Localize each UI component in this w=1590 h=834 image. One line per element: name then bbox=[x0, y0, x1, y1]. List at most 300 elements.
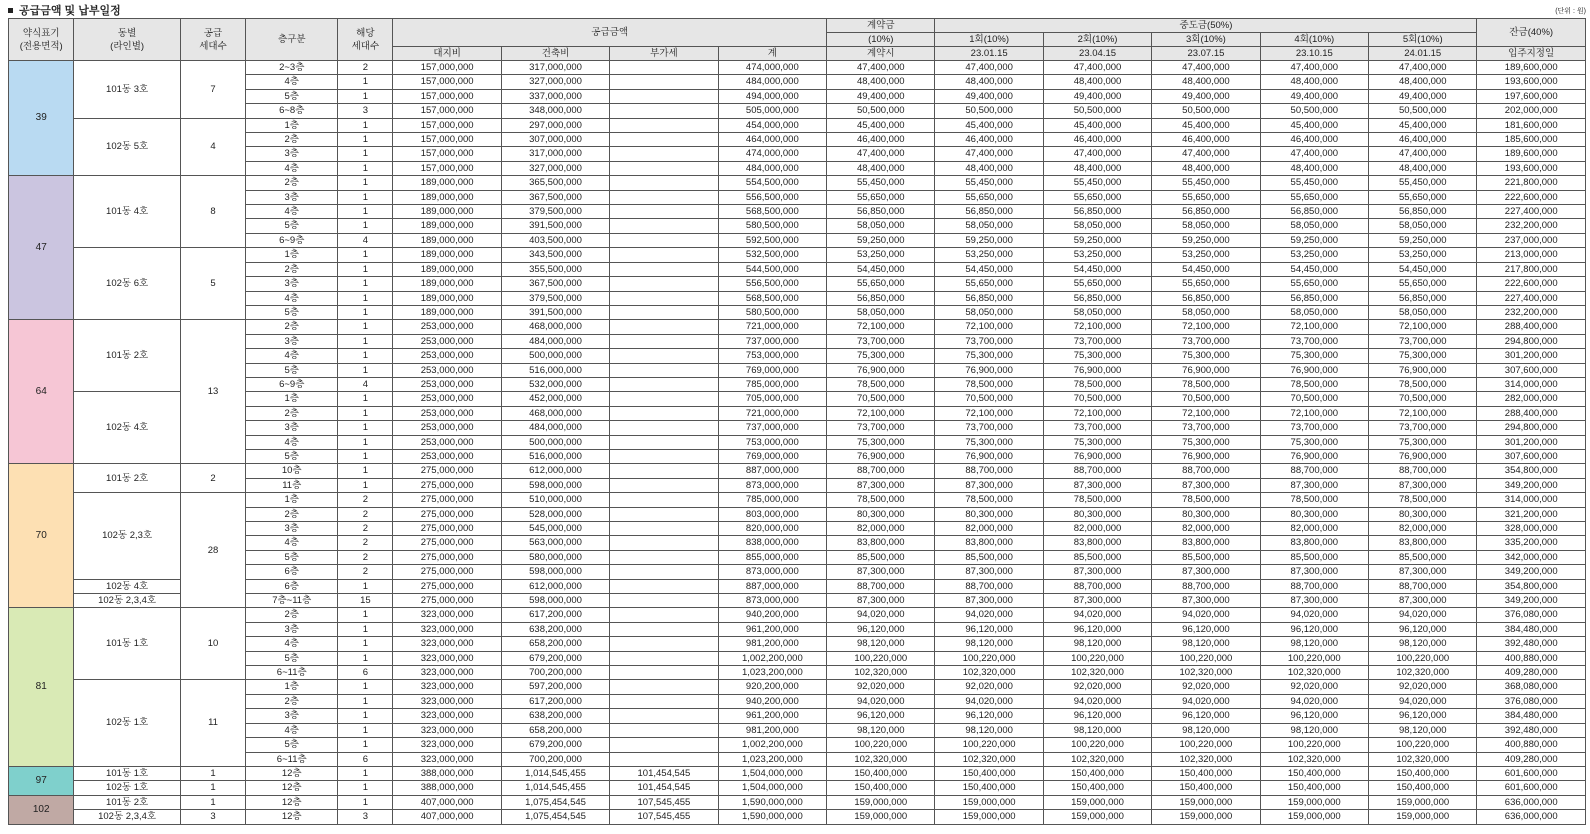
table-row bbox=[9, 406, 1586, 420]
middle-payment-1-cell: 150,400,000 bbox=[935, 766, 1043, 780]
household-count-cell: 1 bbox=[338, 349, 393, 363]
middle-payment-3-cell: 78,500,000 bbox=[1152, 377, 1260, 391]
table-row bbox=[9, 694, 1586, 708]
floor-cell: 5층 bbox=[246, 449, 338, 463]
land-cost-cell: 253,000,000 bbox=[393, 320, 501, 334]
middle-payment-4-cell: 47,400,000 bbox=[1260, 61, 1368, 75]
floor-cell: 12층 bbox=[246, 781, 338, 795]
build-cost-cell: 700,200,000 bbox=[501, 666, 609, 680]
build-cost-cell: 598,000,000 bbox=[501, 478, 609, 492]
floor-cell: 12층 bbox=[246, 766, 338, 780]
middle-payment-5-cell: 150,400,000 bbox=[1369, 781, 1477, 795]
total-price-cell: 484,000,000 bbox=[718, 161, 826, 175]
build-cost-cell: 379,500,000 bbox=[501, 205, 609, 219]
floor-cell: 5층 bbox=[246, 651, 338, 665]
middle-payment-5-cell: 45,400,000 bbox=[1369, 118, 1477, 132]
balance-cell: 294,800,000 bbox=[1477, 421, 1586, 435]
middle-payment-2-cell: 102,320,000 bbox=[1043, 752, 1151, 766]
dong-line-cell: 101동 2호 bbox=[74, 464, 180, 493]
middle-payment-5-cell: 48,400,000 bbox=[1369, 161, 1477, 175]
land-cost-cell: 323,000,000 bbox=[393, 622, 501, 636]
table-row bbox=[9, 392, 1586, 406]
table-body bbox=[9, 61, 1586, 825]
table-row bbox=[9, 738, 1586, 752]
total-price-cell: 820,000,000 bbox=[718, 522, 826, 536]
balance-cell: 237,000,000 bbox=[1477, 233, 1586, 247]
contract-deposit-cell: 49,400,000 bbox=[827, 89, 935, 103]
total-price-cell: 568,500,000 bbox=[718, 291, 826, 305]
middle-payment-4-cell: 76,900,000 bbox=[1260, 363, 1368, 377]
total-price-cell: 737,000,000 bbox=[718, 334, 826, 348]
floor-cell: 3층 bbox=[246, 277, 338, 291]
contract-deposit-cell: 87,300,000 bbox=[827, 565, 935, 579]
header-contract-pct: (10%) bbox=[827, 33, 935, 47]
vat-cell bbox=[610, 464, 718, 478]
middle-payment-4-cell: 73,700,000 bbox=[1260, 421, 1368, 435]
total-price-cell: 464,000,000 bbox=[718, 133, 826, 147]
middle-payment-1-cell: 102,320,000 bbox=[935, 752, 1043, 766]
middle-payment-4-cell: 87,300,000 bbox=[1260, 594, 1368, 608]
middle-payment-2-cell: 73,700,000 bbox=[1043, 334, 1151, 348]
contract-deposit-cell: 159,000,000 bbox=[827, 810, 935, 824]
build-cost-cell: 500,000,000 bbox=[501, 349, 609, 363]
middle-payment-5-cell: 88,700,000 bbox=[1369, 579, 1477, 593]
table-row bbox=[9, 291, 1586, 305]
middle-payment-2-cell: 59,250,000 bbox=[1043, 233, 1151, 247]
middle-payment-1-cell: 159,000,000 bbox=[935, 795, 1043, 809]
middle-payment-1-cell: 83,800,000 bbox=[935, 536, 1043, 550]
contract-deposit-cell: 72,100,000 bbox=[827, 406, 935, 420]
floor-cell: 5층 bbox=[246, 738, 338, 752]
middle-payment-1-cell: 58,050,000 bbox=[935, 219, 1043, 233]
middle-payment-4-cell: 88,700,000 bbox=[1260, 579, 1368, 593]
contract-deposit-cell: 100,220,000 bbox=[827, 738, 935, 752]
contract-deposit-cell: 55,650,000 bbox=[827, 190, 935, 204]
build-cost-cell: 638,200,000 bbox=[501, 709, 609, 723]
balance-cell: 227,400,000 bbox=[1477, 205, 1586, 219]
build-cost-cell: 700,200,000 bbox=[501, 752, 609, 766]
middle-payment-1-cell: 88,700,000 bbox=[935, 579, 1043, 593]
land-cost-cell: 275,000,000 bbox=[393, 594, 501, 608]
middle-payment-1-cell: 53,250,000 bbox=[935, 248, 1043, 262]
vat-cell bbox=[610, 565, 718, 579]
middle-payment-1-cell: 58,050,000 bbox=[935, 305, 1043, 319]
vat-cell bbox=[610, 133, 718, 147]
contract-deposit-cell: 80,300,000 bbox=[827, 507, 935, 521]
balance-cell: 301,200,000 bbox=[1477, 349, 1586, 363]
build-cost-cell: 379,500,000 bbox=[501, 291, 609, 305]
middle-payment-2-cell: 47,400,000 bbox=[1043, 61, 1151, 75]
vat-cell bbox=[610, 61, 718, 75]
middle-payment-2-cell: 76,900,000 bbox=[1043, 363, 1151, 377]
household-count-cell: 1 bbox=[338, 608, 393, 622]
middle-payment-2-cell: 102,320,000 bbox=[1043, 666, 1151, 680]
middle-payment-5-cell: 83,800,000 bbox=[1369, 536, 1477, 550]
middle-payment-3-cell: 87,300,000 bbox=[1152, 565, 1260, 579]
middle-payment-5-cell: 73,700,000 bbox=[1369, 334, 1477, 348]
balance-cell: 282,000,000 bbox=[1477, 392, 1586, 406]
vat-cell bbox=[610, 507, 718, 521]
header-m2-date: 23.04.15 bbox=[1043, 47, 1151, 61]
table-row bbox=[9, 608, 1586, 622]
middle-payment-1-cell: 75,300,000 bbox=[935, 435, 1043, 449]
middle-payment-2-cell: 78,500,000 bbox=[1043, 377, 1151, 391]
contract-deposit-cell: 159,000,000 bbox=[827, 795, 935, 809]
middle-payment-2-cell: 96,120,000 bbox=[1043, 622, 1151, 636]
land-cost-cell: 189,000,000 bbox=[393, 176, 501, 190]
middle-payment-2-cell: 87,300,000 bbox=[1043, 565, 1151, 579]
land-cost-cell: 253,000,000 bbox=[393, 421, 501, 435]
balance-cell: 636,000,000 bbox=[1477, 810, 1586, 824]
build-cost-cell: 343,500,000 bbox=[501, 248, 609, 262]
title-bar bbox=[0, 0, 1590, 18]
middle-payment-2-cell: 50,500,000 bbox=[1043, 104, 1151, 118]
contract-deposit-cell: 50,500,000 bbox=[827, 104, 935, 118]
household-count-cell: 1 bbox=[338, 622, 393, 636]
middle-payment-2-cell: 98,120,000 bbox=[1043, 637, 1151, 651]
build-cost-cell: 1,014,545,455 bbox=[501, 781, 609, 795]
household-count-cell: 1 bbox=[338, 277, 393, 291]
header-m1-date: 23.01.15 bbox=[935, 47, 1043, 61]
middle-payment-1-cell: 94,020,000 bbox=[935, 608, 1043, 622]
balance-cell: 197,600,000 bbox=[1477, 89, 1586, 103]
header-m1: 1회(10%) bbox=[935, 33, 1043, 47]
middle-payment-2-cell: 159,000,000 bbox=[1043, 810, 1151, 824]
land-cost-cell: 253,000,000 bbox=[393, 377, 501, 391]
total-price-cell: 494,000,000 bbox=[718, 89, 826, 103]
contract-deposit-cell: 150,400,000 bbox=[827, 781, 935, 795]
floor-cell: 2층 bbox=[246, 507, 338, 521]
floor-cell: 4층 bbox=[246, 637, 338, 651]
table-row bbox=[9, 89, 1586, 103]
middle-payment-2-cell: 56,850,000 bbox=[1043, 205, 1151, 219]
build-cost-cell: 468,000,000 bbox=[501, 406, 609, 420]
table-row bbox=[9, 305, 1586, 319]
middle-payment-2-cell: 70,500,000 bbox=[1043, 392, 1151, 406]
build-cost-cell: 391,500,000 bbox=[501, 219, 609, 233]
land-cost-cell: 189,000,000 bbox=[393, 219, 501, 233]
vat-cell bbox=[610, 305, 718, 319]
land-cost-cell: 157,000,000 bbox=[393, 133, 501, 147]
household-count-cell: 1 bbox=[338, 637, 393, 651]
build-cost-cell: 1,075,454,545 bbox=[501, 810, 609, 824]
middle-payment-3-cell: 98,120,000 bbox=[1152, 723, 1260, 737]
middle-payment-1-cell: 80,300,000 bbox=[935, 507, 1043, 521]
table-row bbox=[9, 651, 1586, 665]
balance-cell: 409,280,000 bbox=[1477, 752, 1586, 766]
floor-cell: 4층 bbox=[246, 291, 338, 305]
balance-cell: 400,880,000 bbox=[1477, 738, 1586, 752]
middle-payment-5-cell: 75,300,000 bbox=[1369, 435, 1477, 449]
table-row bbox=[9, 205, 1586, 219]
balance-cell: 301,200,000 bbox=[1477, 435, 1586, 449]
middle-payment-5-cell: 94,020,000 bbox=[1369, 608, 1477, 622]
middle-payment-3-cell: 49,400,000 bbox=[1152, 89, 1260, 103]
middle-payment-5-cell: 46,400,000 bbox=[1369, 133, 1477, 147]
total-price-cell: 1,023,200,000 bbox=[718, 752, 826, 766]
floor-cell: 6~9층 bbox=[246, 233, 338, 247]
floor-cell: 3층 bbox=[246, 622, 338, 636]
build-cost-cell: 516,000,000 bbox=[501, 449, 609, 463]
build-cost-cell: 658,200,000 bbox=[501, 637, 609, 651]
floor-cell: 2층 bbox=[246, 320, 338, 334]
balance-cell: 232,200,000 bbox=[1477, 219, 1586, 233]
total-price-cell: 484,000,000 bbox=[718, 75, 826, 89]
build-cost-cell: 365,500,000 bbox=[501, 176, 609, 190]
table-row bbox=[9, 219, 1586, 233]
middle-payment-1-cell: 98,120,000 bbox=[935, 637, 1043, 651]
middle-payment-4-cell: 150,400,000 bbox=[1260, 766, 1368, 780]
build-cost-cell: 516,000,000 bbox=[501, 363, 609, 377]
land-cost-cell: 275,000,000 bbox=[393, 478, 501, 492]
contract-deposit-cell: 53,250,000 bbox=[827, 248, 935, 262]
middle-payment-2-cell: 88,700,000 bbox=[1043, 579, 1151, 593]
table-row bbox=[9, 118, 1586, 132]
build-cost-cell: 367,500,000 bbox=[501, 190, 609, 204]
floor-cell: 2층 bbox=[246, 694, 338, 708]
build-cost-cell: 612,000,000 bbox=[501, 579, 609, 593]
middle-payment-3-cell: 92,020,000 bbox=[1152, 680, 1260, 694]
contract-deposit-cell: 72,100,000 bbox=[827, 320, 935, 334]
vat-cell bbox=[610, 723, 718, 737]
land-cost-cell: 157,000,000 bbox=[393, 104, 501, 118]
unit-type-cell: 102 bbox=[9, 795, 74, 824]
land-cost-cell: 275,000,000 bbox=[393, 565, 501, 579]
middle-payment-2-cell: 54,450,000 bbox=[1043, 262, 1151, 276]
build-cost-cell: 598,000,000 bbox=[501, 594, 609, 608]
middle-payment-5-cell: 100,220,000 bbox=[1369, 738, 1477, 752]
middle-payment-5-cell: 87,300,000 bbox=[1369, 565, 1477, 579]
middle-payment-2-cell: 48,400,000 bbox=[1043, 75, 1151, 89]
land-cost-cell: 323,000,000 bbox=[393, 651, 501, 665]
middle-payment-4-cell: 73,700,000 bbox=[1260, 334, 1368, 348]
balance-cell: 328,000,000 bbox=[1477, 522, 1586, 536]
middle-payment-3-cell: 58,050,000 bbox=[1152, 305, 1260, 319]
contract-deposit-cell: 94,020,000 bbox=[827, 608, 935, 622]
floor-cell: 3층 bbox=[246, 334, 338, 348]
table-row bbox=[9, 176, 1586, 190]
vat-cell bbox=[610, 406, 718, 420]
middle-payment-2-cell: 98,120,000 bbox=[1043, 723, 1151, 737]
household-count-cell: 2 bbox=[338, 550, 393, 564]
balance-cell: 222,600,000 bbox=[1477, 277, 1586, 291]
middle-payment-1-cell: 55,450,000 bbox=[935, 176, 1043, 190]
contract-deposit-cell: 78,500,000 bbox=[827, 377, 935, 391]
vat-cell bbox=[610, 104, 718, 118]
middle-payment-1-cell: 49,400,000 bbox=[935, 89, 1043, 103]
middle-payment-2-cell: 75,300,000 bbox=[1043, 349, 1151, 363]
middle-payment-5-cell: 82,000,000 bbox=[1369, 522, 1477, 536]
balance-cell: 392,480,000 bbox=[1477, 723, 1586, 737]
land-cost-cell: 323,000,000 bbox=[393, 694, 501, 708]
middle-payment-5-cell: 100,220,000 bbox=[1369, 651, 1477, 665]
middle-payment-1-cell: 46,400,000 bbox=[935, 133, 1043, 147]
middle-payment-4-cell: 80,300,000 bbox=[1260, 507, 1368, 521]
vat-cell bbox=[610, 709, 718, 723]
middle-payment-1-cell: 54,450,000 bbox=[935, 262, 1043, 276]
middle-payment-1-cell: 72,100,000 bbox=[935, 406, 1043, 420]
middle-payment-5-cell: 58,050,000 bbox=[1369, 305, 1477, 319]
land-cost-cell: 407,000,000 bbox=[393, 795, 501, 809]
total-price-cell: 474,000,000 bbox=[718, 147, 826, 161]
floor-cell: 1층 bbox=[246, 392, 338, 406]
vat-cell bbox=[610, 421, 718, 435]
build-cost-cell: 484,000,000 bbox=[501, 421, 609, 435]
middle-payment-2-cell: 49,400,000 bbox=[1043, 89, 1151, 103]
household-count-cell: 1 bbox=[338, 449, 393, 463]
contract-deposit-cell: 96,120,000 bbox=[827, 622, 935, 636]
balance-cell: 601,600,000 bbox=[1477, 781, 1586, 795]
middle-payment-1-cell: 73,700,000 bbox=[935, 421, 1043, 435]
household-count-cell: 1 bbox=[338, 161, 393, 175]
floor-cell: 1층 bbox=[246, 680, 338, 694]
table-row bbox=[9, 680, 1586, 694]
middle-payment-3-cell: 73,700,000 bbox=[1152, 334, 1260, 348]
supply-count-cell: 13 bbox=[180, 320, 245, 464]
floor-cell: 2~3층 bbox=[246, 61, 338, 75]
table-row bbox=[9, 449, 1586, 463]
middle-payment-4-cell: 55,650,000 bbox=[1260, 277, 1368, 291]
middle-payment-2-cell: 100,220,000 bbox=[1043, 738, 1151, 752]
contract-deposit-cell: 75,300,000 bbox=[827, 435, 935, 449]
land-cost-cell: 323,000,000 bbox=[393, 680, 501, 694]
middle-payment-4-cell: 88,700,000 bbox=[1260, 464, 1368, 478]
middle-payment-2-cell: 150,400,000 bbox=[1043, 766, 1151, 780]
middle-payment-2-cell: 150,400,000 bbox=[1043, 781, 1151, 795]
middle-payment-2-cell: 47,400,000 bbox=[1043, 147, 1151, 161]
middle-payment-1-cell: 88,700,000 bbox=[935, 464, 1043, 478]
middle-payment-3-cell: 102,320,000 bbox=[1152, 666, 1260, 680]
contract-deposit-cell: 75,300,000 bbox=[827, 349, 935, 363]
vat-cell bbox=[610, 262, 718, 276]
floor-cell: 4층 bbox=[246, 161, 338, 175]
household-count-cell: 6 bbox=[338, 752, 393, 766]
table-row bbox=[9, 233, 1586, 247]
header-m5-date: 24.01.15 bbox=[1369, 47, 1477, 61]
table-row bbox=[9, 795, 1586, 809]
vat-cell bbox=[610, 118, 718, 132]
header-total: 계 bbox=[718, 47, 826, 61]
middle-payment-4-cell: 78,500,000 bbox=[1260, 493, 1368, 507]
total-price-cell: 556,500,000 bbox=[718, 190, 826, 204]
middle-payment-1-cell: 159,000,000 bbox=[935, 810, 1043, 824]
middle-payment-1-cell: 76,900,000 bbox=[935, 363, 1043, 377]
unit-type-cell: 64 bbox=[9, 320, 74, 464]
middle-payment-5-cell: 96,120,000 bbox=[1369, 622, 1477, 636]
middle-payment-4-cell: 49,400,000 bbox=[1260, 89, 1368, 103]
build-cost-cell: 617,200,000 bbox=[501, 694, 609, 708]
middle-payment-4-cell: 82,000,000 bbox=[1260, 522, 1368, 536]
middle-payment-1-cell: 85,500,000 bbox=[935, 550, 1043, 564]
middle-payment-5-cell: 73,700,000 bbox=[1369, 421, 1477, 435]
total-price-cell: 1,504,000,000 bbox=[718, 781, 826, 795]
total-price-cell: 721,000,000 bbox=[718, 320, 826, 334]
build-cost-cell: 452,000,000 bbox=[501, 392, 609, 406]
table-row bbox=[9, 522, 1586, 536]
table-row bbox=[9, 781, 1586, 795]
dong-line-cell: 101동 1호 bbox=[74, 608, 180, 680]
middle-payment-1-cell: 48,400,000 bbox=[935, 75, 1043, 89]
vat-cell bbox=[610, 190, 718, 204]
middle-payment-5-cell: 59,250,000 bbox=[1369, 233, 1477, 247]
supply-count-cell: 1 bbox=[180, 781, 245, 795]
middle-payment-5-cell: 78,500,000 bbox=[1369, 377, 1477, 391]
household-count-cell: 1 bbox=[338, 118, 393, 132]
household-count-cell: 3 bbox=[338, 810, 393, 824]
vat-cell bbox=[610, 334, 718, 348]
floor-cell: 6~9층 bbox=[246, 377, 338, 391]
total-price-cell: 1,023,200,000 bbox=[718, 666, 826, 680]
floor-cell: 5층 bbox=[246, 89, 338, 103]
balance-cell: 409,280,000 bbox=[1477, 666, 1586, 680]
middle-payment-2-cell: 55,650,000 bbox=[1043, 277, 1151, 291]
vat-cell bbox=[610, 248, 718, 262]
floor-cell: 2층 bbox=[246, 608, 338, 622]
middle-payment-2-cell: 55,650,000 bbox=[1043, 190, 1151, 204]
table-row bbox=[9, 464, 1586, 478]
middle-payment-4-cell: 72,100,000 bbox=[1260, 320, 1368, 334]
vat-cell bbox=[610, 666, 718, 680]
middle-payment-5-cell: 87,300,000 bbox=[1369, 594, 1477, 608]
build-cost-cell: 327,000,000 bbox=[501, 161, 609, 175]
floor-cell: 6~11층 bbox=[246, 752, 338, 766]
middle-payment-4-cell: 87,300,000 bbox=[1260, 565, 1368, 579]
household-count-cell: 1 bbox=[338, 723, 393, 737]
vat-cell bbox=[610, 161, 718, 175]
dong-line-cell: 102동 2,3,4호 bbox=[74, 594, 180, 608]
middle-payment-4-cell: 55,450,000 bbox=[1260, 176, 1368, 190]
middle-payment-1-cell: 78,500,000 bbox=[935, 493, 1043, 507]
middle-payment-3-cell: 87,300,000 bbox=[1152, 594, 1260, 608]
middle-payment-4-cell: 70,500,000 bbox=[1260, 392, 1368, 406]
table-row bbox=[9, 320, 1586, 334]
middle-payment-5-cell: 92,020,000 bbox=[1369, 680, 1477, 694]
balance-cell: 202,000,000 bbox=[1477, 104, 1586, 118]
balance-cell: 384,480,000 bbox=[1477, 709, 1586, 723]
floor-cell: 7층~11층 bbox=[246, 594, 338, 608]
household-count-cell: 1 bbox=[338, 205, 393, 219]
household-count-cell: 1 bbox=[338, 334, 393, 348]
balance-cell: 213,000,000 bbox=[1477, 248, 1586, 262]
total-price-cell: 1,590,000,000 bbox=[718, 810, 826, 824]
total-price-cell: 803,000,000 bbox=[718, 507, 826, 521]
total-price-cell: 1,504,000,000 bbox=[718, 766, 826, 780]
middle-payment-3-cell: 82,000,000 bbox=[1152, 522, 1260, 536]
balance-cell: 601,600,000 bbox=[1477, 766, 1586, 780]
vat-cell bbox=[610, 550, 718, 564]
total-price-cell: 981,200,000 bbox=[718, 723, 826, 737]
floor-cell: 6층 bbox=[246, 565, 338, 579]
middle-payment-4-cell: 45,400,000 bbox=[1260, 118, 1368, 132]
middle-payment-5-cell: 96,120,000 bbox=[1369, 709, 1477, 723]
contract-deposit-cell: 70,500,000 bbox=[827, 392, 935, 406]
household-count-cell: 1 bbox=[338, 89, 393, 103]
middle-payment-4-cell: 76,900,000 bbox=[1260, 449, 1368, 463]
dong-line-cell: 102동 1호 bbox=[74, 781, 180, 795]
middle-payment-2-cell: 46,400,000 bbox=[1043, 133, 1151, 147]
vat-cell: 101,454,545 bbox=[610, 781, 718, 795]
vat-cell bbox=[610, 579, 718, 593]
middle-payment-4-cell: 96,120,000 bbox=[1260, 622, 1368, 636]
header-households: 해당 세대수 bbox=[338, 19, 393, 61]
total-price-cell: 940,200,000 bbox=[718, 608, 826, 622]
middle-payment-1-cell: 45,400,000 bbox=[935, 118, 1043, 132]
middle-payment-2-cell: 72,100,000 bbox=[1043, 320, 1151, 334]
contract-deposit-cell: 96,120,000 bbox=[827, 709, 935, 723]
middle-payment-2-cell: 75,300,000 bbox=[1043, 435, 1151, 449]
land-cost-cell: 275,000,000 bbox=[393, 579, 501, 593]
total-price-cell: 474,000,000 bbox=[718, 61, 826, 75]
